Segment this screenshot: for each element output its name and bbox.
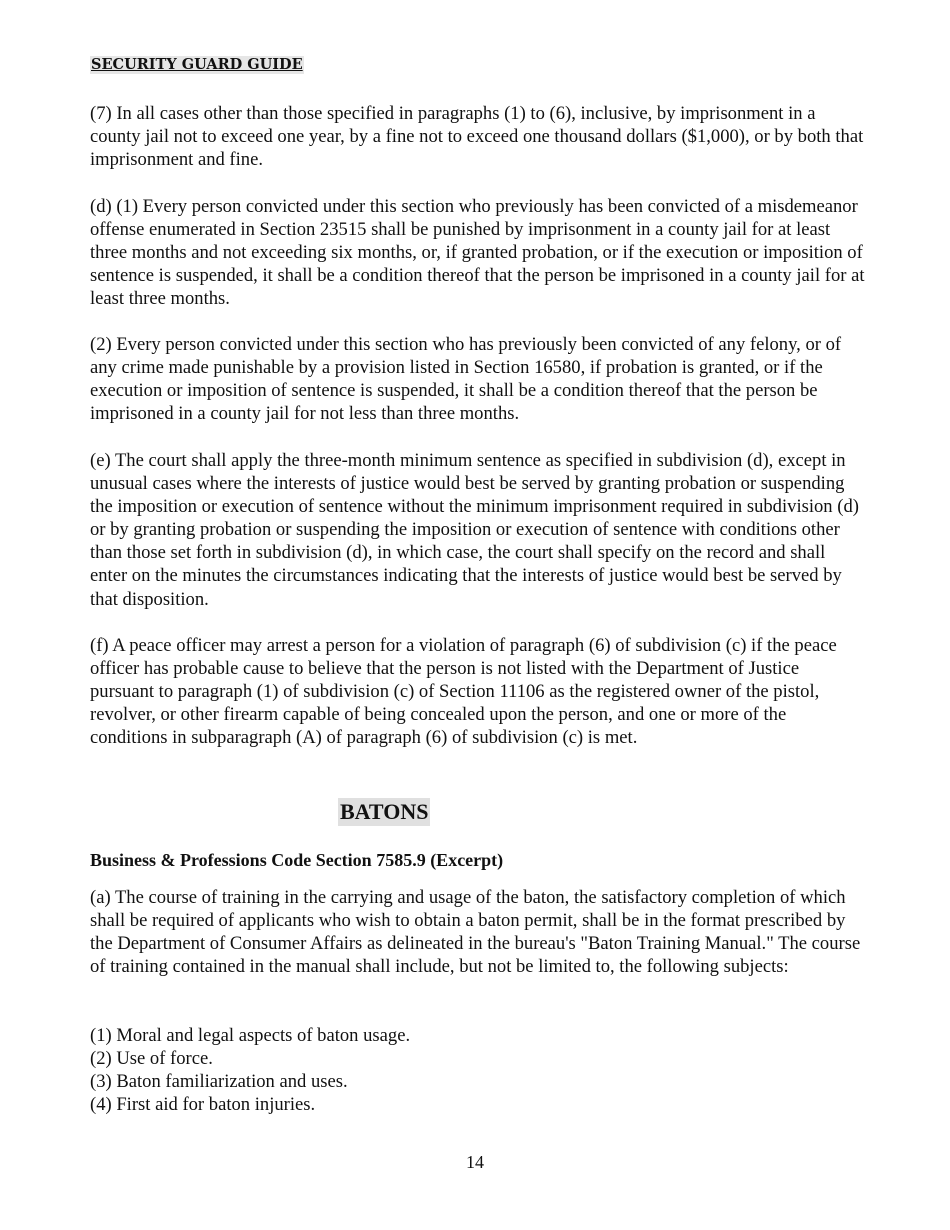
section-title-batons: BATONS [340, 799, 429, 824]
list-item: (3) Baton familiarization and uses. [90, 1071, 348, 1093]
running-header: SECURITY GUARD GUIDE [91, 56, 303, 73]
page-number: 14 [466, 1152, 484, 1172]
code-section-subheading: Business & Professions Code Section 7585.9 (Excerpt) [90, 850, 504, 870]
list-item: (1) Moral and legal aspects of baton usage. [90, 1025, 411, 1046]
paragraph-a-baton-training: (a) The course of training in the carrying and usage of the baton, the satisfactory completion of which shall be required of applicants who wish to obtain a baton permit, shall be in the format prescribed by the Department of Consumer Affairs as delineated in the bureau's "Baton Training Manual." The course of training contained in the manual shall include, but not be limited to, the following subjects: [90, 887, 861, 978]
paragraph-d2: (2) Every person convicted under this section who has previously been convicted of any felony, or of any crime made punishable by a provision listed in Section 16580, if probation is granted, or if the execution or imposition of sentence is suspended, it shall be a condition thereof that the person be imprisoned in a county jail for not less than three months. [90, 334, 842, 425]
paragraph-f: (f) A peace officer may arrest a person for a violation of paragraph (6) of subdivision (c) if the peace officer has probable cause to believe that the person is not listed with the Department of Justice pursuant to paragraph (1) of subdivision (c) of Section 11106 as the registered owner of the pistol, revolver, or other firearm capable of being concealed upon the person, and one or more of the conditions in subparagraph (A) of paragraph (6) of subdivision (c) is met. [90, 635, 837, 749]
training-subjects-list [90, 1024, 410, 1116]
paragraph-d1: (d) (1) Every person convicted under this section who previously has been convicted of a misdemeanor offense enumerated in Section 23515 shall be punished by imprisonment in a county jail for at least three months and not exceeding six months, or, if granted probation, or if the execution or imposition of sentence is suspended, it shall be a condition thereof that the person be imprisoned in a county jail for at least three months. [90, 196, 865, 310]
paragraph-7: (7) In all cases other than those specified in paragraphs (1) to (6), inclusive, by imprisonment in a county jail not to exceed one year, by a fine not to exceed one thousand dollars ($1,000), or by both that imprisonment and fine. [90, 103, 864, 171]
list-item: (4) First aid for baton injuries. [90, 1094, 316, 1116]
list-item: (2) Use of force. [90, 1048, 213, 1070]
paragraph-e: (e) The court shall apply the three-month minimum sentence as specified in subdivision (d), except in unusual cases where the interests of justice would best be served by granting probation or suspending the imposition or execution of sentence without the minimum imprisonment required in subdivision (d) or by granting probation or suspending the imposition or execution of sentence with conditions other than those set forth in subdivision (d), in which case, the court shall specify on the record and shall enter on the minutes the circumstances indicating that the interests of justice would best be served by that disposition. [90, 450, 859, 610]
